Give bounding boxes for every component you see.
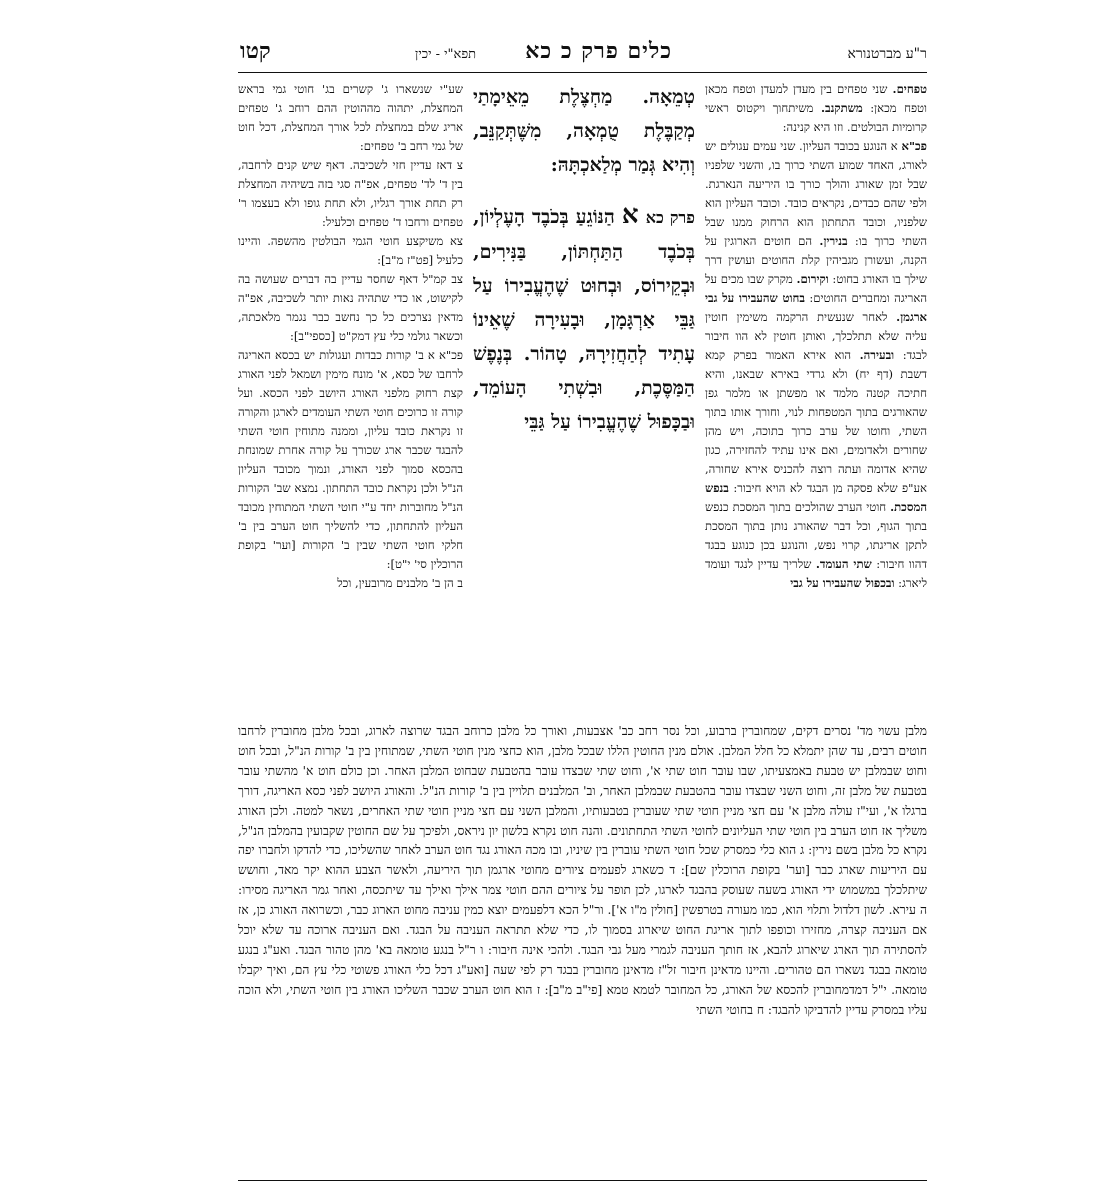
lemma: שתי העומד. [815, 557, 872, 571]
mishna-column [473, 80, 695, 720]
mishna-paragraph [473, 198, 695, 439]
running-header [240, 38, 927, 68]
mishna-text: הַנּוֹגֵעַ בְּכֹבֶד הָעֶלְיוֹן, בְּכֹבֶד הַתַּחְתּוֹן, בַּנִּירִים, וּבְקֵירוֹס, וּבְחוּט שֶׁהֶעֱבִירוֹ עַל גַּבֵּי אַרְגָּמָן, וּבָעִירָה שֶׁאֵינוֹ עָתִיד לְהַחֲזִירָהּ, טָהוֹר. בְּנֶפֶשׁ הַמַּסֶּכֶת, וּבִשְׁתִי הָעוֹמֵד, וּבַכָּפוּל שֶׁהֶעֱבִירוֹ עַל גַּבֵּי [473, 206, 695, 433]
mishna-continuation: טְמֵאָה. מַחְצֶלֶת מֵאֵימָתַי מְקַבֶּלֶת טֻמְאָה, מִשֶּׁתְּקַנֵּב, וְהִיא גְּמַר מְלַאכְתָּהּ: [473, 86, 695, 176]
lemma: משתקנב. [820, 101, 863, 115]
yachin-column [238, 80, 463, 720]
perek-tag: פרק כא [645, 208, 695, 227]
chapter-tag: פכ"א [901, 139, 927, 153]
header-tractate-chapter: כלים פרק כ כא [525, 38, 672, 64]
commentary-paragraph: פכ"א א ב' קורות כבדות ועגולות יש בכסא האריגה לרחבו של כסא, א' מונח מימין ושמאל לפני האורג קצת רחוק מלפני האורג היושב לפני הכסא. ועל קורה זו כרוכים חוטי השתי העומדים לארגן והקורה זו נקראת כובד עליון, וממנה מתוחין חוטי השתי להבגד שכבר ארג שכורך על קורה אחרת שמונחת בהכסא סמוך לפני האורג, ונמוך מכובד העליון הנ"ל ולכן נקראת כובד התחתון. נמצא שב' הקורות הנ"ל מחוברות יחד ע"י חוטי השתי המתוחין מכובד העליון להתחתון, כדי להשליך חוט הערב בין ב' חלקי חוטי השתי שבין ב' הקורות [וער' בקופת הרוכלין סי' י"ט]: [238, 348, 463, 571]
commentary-text: שני טפחים בין מעדן למעדן וטפח מכאן וטפח מכאן: [705, 82, 927, 115]
page-number: קטו [240, 38, 271, 64]
lemma: ובכפול שהעבירו על גבי [790, 576, 895, 590]
commentary-text: משיתחוך ויקטוס ראשי קרומיות הבולטים. וזו היא קנינה: [705, 101, 927, 134]
commentary-text: חוטי הערב שהולכים בתוך המסכת כנפש בתוך הגוף, וכל דבר שהאורג נותן בתוך המסכת לתקן אריגתו, קרוי נפש, והנוגע בכן כנוגע בבגד דהוו חיבור: [705, 500, 927, 571]
header-commentary-name: ר"ע מברטנורא [847, 46, 927, 62]
commentary-text: א הנוגע בכובד העליון. שני עמים עגולים יש לאורג, האחד שמוע השתי כרוך בו, והשני שלפניו שבל זמן שאורג והולך כורך בו היריעה הנארגת. ולפי שהם כבדים, נקראים כובד. וכובד העליון הוא שלפניו, וכובד התחתון הוא הרחוק ממנו שבל השתי כרוך בו: [705, 139, 927, 248]
header-rule [238, 72, 927, 73]
lemma: טפחים. [892, 82, 927, 96]
commentary-paragraph: ב הן ב' מלבנים מרובעין, וכל [337, 576, 463, 590]
header-commentary-name-left: תפא"י - יכין [415, 47, 477, 62]
commentary-paragraph: צ דאז עדיין חזי לשכיבה. דאף שיש קנים לרחבה, בין ד' לד' טפחים, אפ"ה סגי בזה בשיהיה המחצלת רק תחת אורך רגליו, ולא תחת גופו ולא בעצמו ר' טפחים ורחבו ד' טפחים וכלעיל: [238, 158, 463, 229]
footer-rule [238, 1180, 927, 1181]
commentary-text: שלריך עדיין לנגד ועומד ליארג: [705, 557, 927, 590]
lemma: ובעירה. [859, 348, 895, 362]
commentary-text: מקרק שבו מכים על האריגה ומחברים החוטים: [705, 272, 927, 305]
lemma: וקירום. [796, 272, 829, 286]
lemma: בחוט שהעבירו על גבי ארגמן. [705, 291, 927, 324]
commentary-paragraph: מלבן עשוי מד' נסרים דקים, שמחוברין ברבוע, וכל נסר רחב כב' אצבעות, ואורך כל מלבן כרוחב הבגד שרוצה לארוג, ובכל מלבן מחוברין לרחבו חוטים רבים, עד שהן יתמלא כל חלל המלבן. אולם מנין החוטין הללו שבכל מלבן, הוא כחצי מנין חוטי השתי, שמתוחין בין ב' קורות הנ"ל, ובכל חוט וחוט שבמלבן יש טבעת באמצעיתו, שבו עובר חוט שתי א', וחוט שתי שבצדו עובר בהטבעת שבחוט המלבן האחר. וכן כולם חוט א' מהשתי עובר בטבעת של מלבן זה, וחוט השני שבצדו עובר בהטבעת שבמלבן האחר, וב' המלבנים תלויין בין ב' קורות הנ"ל. והאורג היושב לפני כסא האריגה, דורך ברגלו א', ועי"ז עולה מלבן א' עם חצי מניין חוטי שתי שעוברין בטבעותיו, והמלבן השני עם חצי מניין חוטי שתי האחרים, נשאר למטה. ולכן האורג משליך אז חוט הערב בין חוטי שתי העליונים לחוטי השתי התחתונים. והנה חוט נקרא בלשון יון ניראס, ולפיכך על שם החוטין שקבועין בהמלבן הנ"ל, נקרא כל מלבן בשם נירין: ג הוא כלי כמסרק שכל חוטי השתי עוברין בין שיניו, ובו מכה האורג נגד חוט הערב לאחר שהשליכו, כדי להדקו ולחברו יפה עם היריעות שארג כבר [וער' בקופת הרוכלין שם]: ד כשארג לפעמים ציורים מחוטי ארגמן תוך היריעה, ולאשר הצבע ההוא יקר מאד, וחושש שיתלכלך במשמוש ידי האורג בשעה שעוסק בהבגד לארגו, לכן תופר על ציורים ההם חוטי צמר אילך ואילך עד שיתכסה, ואחר גמר האריגה מסירו: ה עירא. לשון דלדול ותלוי הוא, כמו מעורה בטרפשין [חולין מ"ו א']. ור"ל הכא דלפעמים יוצא כמין עניבה מחוט הארוג כבר, וכשרואה האורג כן, אז אם העניבה קצרה, מחזירו וכופפו לתוך אריגת החוט שיארוג בסמוך לו, כדי שלא תתראה העניבה על הבגד. ואם העניבה ארוכה עד שלא יוכל להסתירה תוך הארג שיארוג להבא, אז חותך העניבה לגמרי מעל גבי הבגד. ולהכי אינה חיבור: ו ר"ל בנגע טומאה בא' מהן טהור הבגד. ואע"ג בנגע טומאה בבגד נשארו הם טהורים. והיינו מדאינן חיבור זל"ז מדאינן מחוברין בבגד רק לפי שעה [ואע"ג דכל כלי האורג פשוטי כלי עץ הם, ואיך יקבלו טומאה. י"ל דמדמחוברין להכסא של האורג, כל המחובר לטמא טמא [פי"ב מ"ב]: ז הוא חוט הערב שכבר השליכו האורג בין חוטי השתי, ולא הוכה עליו במסרק עדיין להדביקו להבגד: ח בחוטי השתי [238, 724, 927, 1017]
mishna-number: א [621, 200, 639, 230]
commentary-text: הוא אירא האמור בפרק קמא דשבת (דף יח) ולא גרדי באירא שבאנו, והיא חתיכה קטנה מלמד או מפשתן או מלמר גפן שהאורגים בתוך המטפחות לנוי, וחורך אותו בתוך השתי, וחוטו של ערב כרוך בתוכה, ויש מהן שחורים ולאדומים, ואם אינו עתיד להחזירה, כגון שהיא אדומה ועתה רוצה להכניס אירא שחורה, אע"פ שלא פסקה מן הבגד לא הויא חיבור: [705, 348, 927, 495]
commentary-text: לאחר שנעשית הרקמה משימין חוטין עליה שלא תתלכלך, ואותן חוטין לא הוו חיבור לבגד: [705, 310, 927, 362]
commentary-paragraph: שע"י שנשארו ג' קשרים בג' חוטי גמי בראש המחצלת, יתהוה מההוטין ההם רוחב ג' טפחים אריג שלם במחצלת לכל אורך המחצלת, דכל חוט של גמי רחב ב' טפחים: [238, 82, 463, 153]
lemma: בנפש המסכת. [705, 481, 927, 514]
commentary-paragraph: צב קמ"ל דאף שחסר עדיין בה דברים שעושה בה לקישוט, או כדי שתהיה נאות יותר לשכיבה, אפ"ה מדאין נצרכים כל כך נחשב כבר נגמר מלאכתה, וכשאר גולמי כלי עץ דמק"ט [כספי"ב]: [238, 272, 463, 343]
bottom-commentary [238, 722, 927, 1177]
commentary-text: הם חוטים הארוגין על הקנה, ועשורן מגביהין קלת החוטים ועושין דרך שילך בו האורג בחוט: [705, 234, 927, 286]
commentary-paragraph [705, 80, 927, 137]
bartenura-column [705, 80, 927, 720]
commentary-paragraph [705, 137, 927, 593]
commentary-paragraph: צא משיקצע חוטי הגמי הבולטין מהשפה. והיינו כלעיל [פט"ז מ"ב]: [238, 234, 463, 267]
lemma: בנירין. [819, 234, 848, 248]
